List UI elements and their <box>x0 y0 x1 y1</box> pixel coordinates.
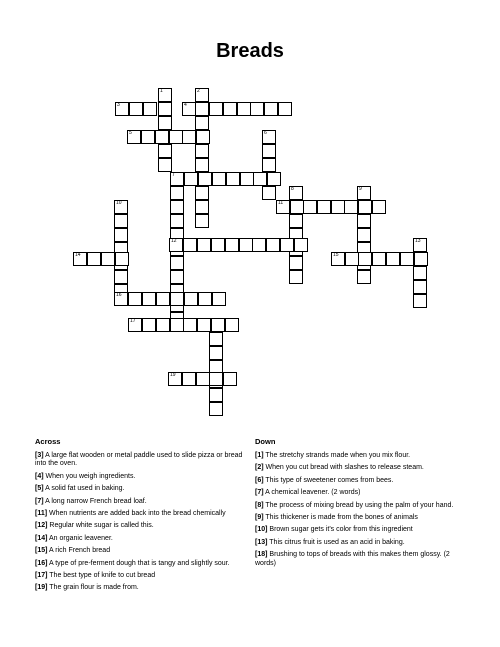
grid-cell[interactable] <box>252 238 266 252</box>
grid-cell[interactable] <box>289 214 303 228</box>
across-clue <box>35 485 250 493</box>
clue-num: [3] <box>35 452 44 459</box>
grid-cell[interactable] <box>87 252 101 266</box>
grid-cell[interactable] <box>170 186 184 200</box>
across-clue <box>35 473 250 481</box>
grid-cell[interactable] <box>184 172 198 186</box>
grid-cell[interactable] <box>209 402 223 416</box>
grid-cell[interactable] <box>209 102 223 116</box>
clue-text: Regular white sugar is called this. <box>47 522 154 530</box>
grid-cell[interactable] <box>141 130 155 144</box>
grid-cell[interactable] <box>170 270 184 284</box>
grid-cell[interactable] <box>250 102 264 116</box>
grid-cell[interactable] <box>358 200 372 214</box>
clue-number: 9 <box>359 186 362 192</box>
clue-text: A chemical leavener. (2 words) <box>263 489 361 497</box>
clue-number: 13 <box>415 238 421 244</box>
clue-num: [11] <box>35 510 48 518</box>
grid-cell[interactable] <box>195 88 209 102</box>
down-clue <box>255 477 470 485</box>
grid-cell[interactable] <box>266 238 280 252</box>
grid-cell[interactable] <box>413 238 427 252</box>
grid-cell[interactable] <box>372 252 386 266</box>
grid-cell[interactable] <box>289 186 303 200</box>
clue-num: [10] <box>255 526 268 534</box>
grid-cell[interactable] <box>267 172 281 186</box>
grid-cell[interactable] <box>196 372 210 386</box>
grid-cell[interactable] <box>143 102 157 116</box>
grid-cell[interactable] <box>158 102 172 116</box>
clue-number: 16 <box>116 292 122 298</box>
clue-text: When nutrients are added back into the bread chemically <box>47 510 226 518</box>
across-heading: Across <box>35 437 61 446</box>
down-clue <box>255 452 470 460</box>
clue-num: [14] <box>35 534 48 542</box>
grid-cell[interactable] <box>128 318 142 332</box>
clue-number: 17 <box>130 318 136 324</box>
clue-number: 14 <box>75 252 81 258</box>
clue-text: When you cut bread with slashes to release steam. <box>263 464 424 472</box>
grid-cell[interactable] <box>170 318 184 332</box>
grid-cell[interactable] <box>294 238 308 252</box>
clue-num: [13] <box>255 538 268 546</box>
grid-cell[interactable] <box>317 200 331 214</box>
grid-cell[interactable] <box>156 318 170 332</box>
clue-text: A rich French bread <box>47 547 111 555</box>
grid-cell[interactable] <box>114 228 128 242</box>
grid-cell[interactable] <box>142 292 156 306</box>
clue-number: 7 <box>172 172 175 178</box>
grid-cell[interactable] <box>209 332 223 346</box>
grid-cell[interactable] <box>240 172 254 186</box>
grid-cell[interactable] <box>182 102 196 116</box>
clue-number: 5 <box>129 130 132 136</box>
grid-cell[interactable] <box>158 144 172 158</box>
grid-cell[interactable] <box>195 186 209 200</box>
grid-cell[interactable] <box>211 238 225 252</box>
clue-number: 4 <box>184 102 187 108</box>
down-clue <box>255 539 470 547</box>
clue-number: 3 <box>117 102 120 108</box>
grid-cell[interactable] <box>182 130 196 144</box>
grid-cell[interactable] <box>127 130 141 144</box>
grid-cell[interactable] <box>128 292 142 306</box>
down-clue <box>255 526 470 534</box>
clue-number: 10 <box>116 200 122 206</box>
clue-num: [7] <box>35 497 44 505</box>
grid-cell[interactable] <box>155 130 169 144</box>
grid-cell[interactable] <box>184 292 198 306</box>
grid-cell[interactable] <box>195 144 209 158</box>
clue-number: 2 <box>197 88 200 94</box>
clue-num: [8] <box>255 501 264 509</box>
grid-cell[interactable] <box>212 172 226 186</box>
clue-text: This thickener is made from the bones of animals <box>263 514 418 522</box>
grid-cell[interactable] <box>195 158 209 172</box>
clue-num: [9] <box>255 514 264 522</box>
clue-text: An organic leavener. <box>47 534 113 542</box>
grid-cell[interactable] <box>170 256 184 270</box>
grid-cell[interactable] <box>225 238 239 252</box>
clue-num: [4] <box>35 472 44 480</box>
grid-cell[interactable] <box>276 200 290 214</box>
clue-num: [2] <box>255 464 264 472</box>
clue-number: 15 <box>333 252 339 258</box>
grid-cell[interactable] <box>289 256 303 270</box>
grid-cell[interactable] <box>264 102 278 116</box>
grid-cell[interactable] <box>223 102 237 116</box>
grid-cell[interactable] <box>211 318 225 332</box>
grid-cell[interactable] <box>262 144 276 158</box>
down-clue <box>255 514 470 522</box>
down-clue <box>255 502 470 510</box>
down-clue-list <box>255 452 470 568</box>
grid-cell[interactable] <box>170 200 184 214</box>
grid-cell[interactable] <box>253 172 267 186</box>
grid-cell[interactable] <box>142 318 156 332</box>
clue-num: [16] <box>35 559 48 567</box>
grid-cell[interactable] <box>114 292 128 306</box>
grid-cell[interactable] <box>197 318 211 332</box>
grid-cell[interactable] <box>212 292 226 306</box>
grid-cell[interactable] <box>183 238 197 252</box>
clue-num: [15] <box>35 547 48 555</box>
grid-cell[interactable] <box>223 372 237 386</box>
grid-cell[interactable] <box>357 228 371 242</box>
grid-cell[interactable] <box>209 346 223 360</box>
grid-cell[interactable] <box>331 252 345 266</box>
across-clue <box>35 572 250 580</box>
grid-cell[interactable] <box>358 252 372 266</box>
grid-cell[interactable] <box>303 200 317 214</box>
grid-cell[interactable] <box>182 372 196 386</box>
grid-cell[interactable] <box>195 200 209 214</box>
grid-cell[interactable] <box>198 292 212 306</box>
grid-cell[interactable] <box>414 252 428 266</box>
grid-cell[interactable] <box>170 214 184 228</box>
across-clue <box>35 535 250 543</box>
grid-cell[interactable] <box>290 200 304 214</box>
grid-cell[interactable] <box>413 294 427 308</box>
grid-cell[interactable] <box>170 172 184 186</box>
grid-cell[interactable] <box>158 88 172 102</box>
grid-cell[interactable] <box>413 266 427 280</box>
clue-num: [7] <box>255 489 264 497</box>
grid-cell[interactable] <box>195 214 209 228</box>
grid-cell[interactable] <box>197 238 211 252</box>
grid-cell[interactable] <box>262 130 276 144</box>
grid-cell[interactable] <box>357 214 371 228</box>
grid-cell[interactable] <box>168 372 182 386</box>
clue-text: A long narrow French bread loaf. <box>43 497 147 505</box>
grid-cell[interactable] <box>115 102 129 116</box>
grid-cell[interactable] <box>114 214 128 228</box>
grid-cell[interactable] <box>344 200 358 214</box>
down-clues <box>255 437 470 572</box>
grid-cell[interactable] <box>357 270 371 284</box>
clue-num: [19] <box>35 584 48 592</box>
grid-cell[interactable] <box>345 252 359 266</box>
down-clue <box>255 551 470 568</box>
clue-number: 6 <box>264 130 267 136</box>
clue-text: Brown sugar gets it's color from this ingredient <box>267 526 413 534</box>
grid-cell[interactable] <box>262 158 276 172</box>
clue-num: [1] <box>255 452 264 459</box>
across-clues <box>35 437 250 597</box>
grid-cell[interactable] <box>156 292 170 306</box>
across-clue <box>35 522 250 530</box>
across-clue <box>35 498 250 506</box>
clue-num: [18] <box>255 551 268 559</box>
clue-number: 11 <box>278 200 284 206</box>
down-clue <box>255 464 470 472</box>
grid-cell[interactable] <box>239 238 253 252</box>
grid-cell[interactable] <box>386 252 400 266</box>
grid-cell[interactable] <box>209 388 223 402</box>
grid-cell[interactable] <box>196 130 210 144</box>
grid-cell[interactable] <box>289 270 303 284</box>
down-heading: Down <box>255 437 276 446</box>
clue-number: 12 <box>171 238 177 244</box>
grid-cell[interactable] <box>115 252 129 266</box>
grid-cell[interactable] <box>209 372 223 386</box>
grid-cell[interactable] <box>195 102 209 116</box>
clue-text: Brushing to tops of breads with this makes them glossy. (2 words) <box>255 551 450 567</box>
clue-text: The process of mixing bread by using the palm of your hand. <box>263 501 454 509</box>
across-clue <box>35 510 250 518</box>
grid-cell[interactable] <box>400 252 414 266</box>
grid-cell[interactable] <box>169 238 183 252</box>
grid-cell[interactable] <box>413 280 427 294</box>
clue-num: [6] <box>255 476 264 484</box>
clue-num: [12] <box>35 522 48 530</box>
clue-text: This type of sweetener comes from bees. <box>263 476 394 484</box>
clue-text: A type of pre-ferment dough that is tangy and slightly sour. <box>47 559 230 567</box>
grid-cell[interactable] <box>158 158 172 172</box>
grid-cell[interactable] <box>170 292 184 306</box>
clue-text: The stretchy strands made when you mix flour. <box>263 452 411 459</box>
grid-cell[interactable] <box>372 200 386 214</box>
grid-cell[interactable] <box>331 200 345 214</box>
grid-cell[interactable] <box>129 102 143 116</box>
clue-number: 8 <box>291 186 294 192</box>
clue-num: [5] <box>35 485 44 493</box>
page-title: Breads <box>216 40 284 62</box>
clue-text: A solid fat used in baking. <box>43 485 125 493</box>
grid-cell[interactable] <box>73 252 87 266</box>
grid-cell[interactable] <box>278 102 292 116</box>
grid-cell[interactable] <box>183 318 197 332</box>
grid-cell[interactable] <box>101 252 115 266</box>
grid-cell[interactable] <box>262 186 276 200</box>
clue-text: A large flat wooden or metal paddle used to slide pizza or bread into the oven. <box>35 452 243 468</box>
grid-cell[interactable] <box>225 318 239 332</box>
clue-text: The best type of knife to cut bread <box>47 572 156 580</box>
grid-cell[interactable] <box>195 116 209 130</box>
clue-num: [17] <box>35 572 48 580</box>
across-clue <box>35 584 250 592</box>
grid-cell[interactable] <box>237 102 251 116</box>
grid-cell[interactable] <box>114 200 128 214</box>
grid-cell[interactable] <box>198 172 212 186</box>
grid-cell[interactable] <box>226 172 240 186</box>
clue-number: 19 <box>170 372 176 378</box>
grid-cell[interactable] <box>114 270 128 284</box>
across-clue <box>35 560 250 568</box>
grid-cell[interactable] <box>158 116 172 130</box>
clue-text: When you weigh ingredients. <box>43 472 136 480</box>
down-clue <box>255 489 470 497</box>
grid-cell[interactable] <box>280 238 294 252</box>
clue-number: 1 <box>160 88 163 94</box>
across-clue <box>35 547 250 555</box>
grid-cell[interactable] <box>357 186 371 200</box>
across-clue <box>35 452 250 469</box>
clue-text: The grain flour is made from. <box>47 584 139 592</box>
across-clue-list <box>35 452 250 593</box>
grid-cell[interactable] <box>169 130 183 144</box>
clue-text: This citrus fruit is used as an acid in baking. <box>267 538 405 546</box>
